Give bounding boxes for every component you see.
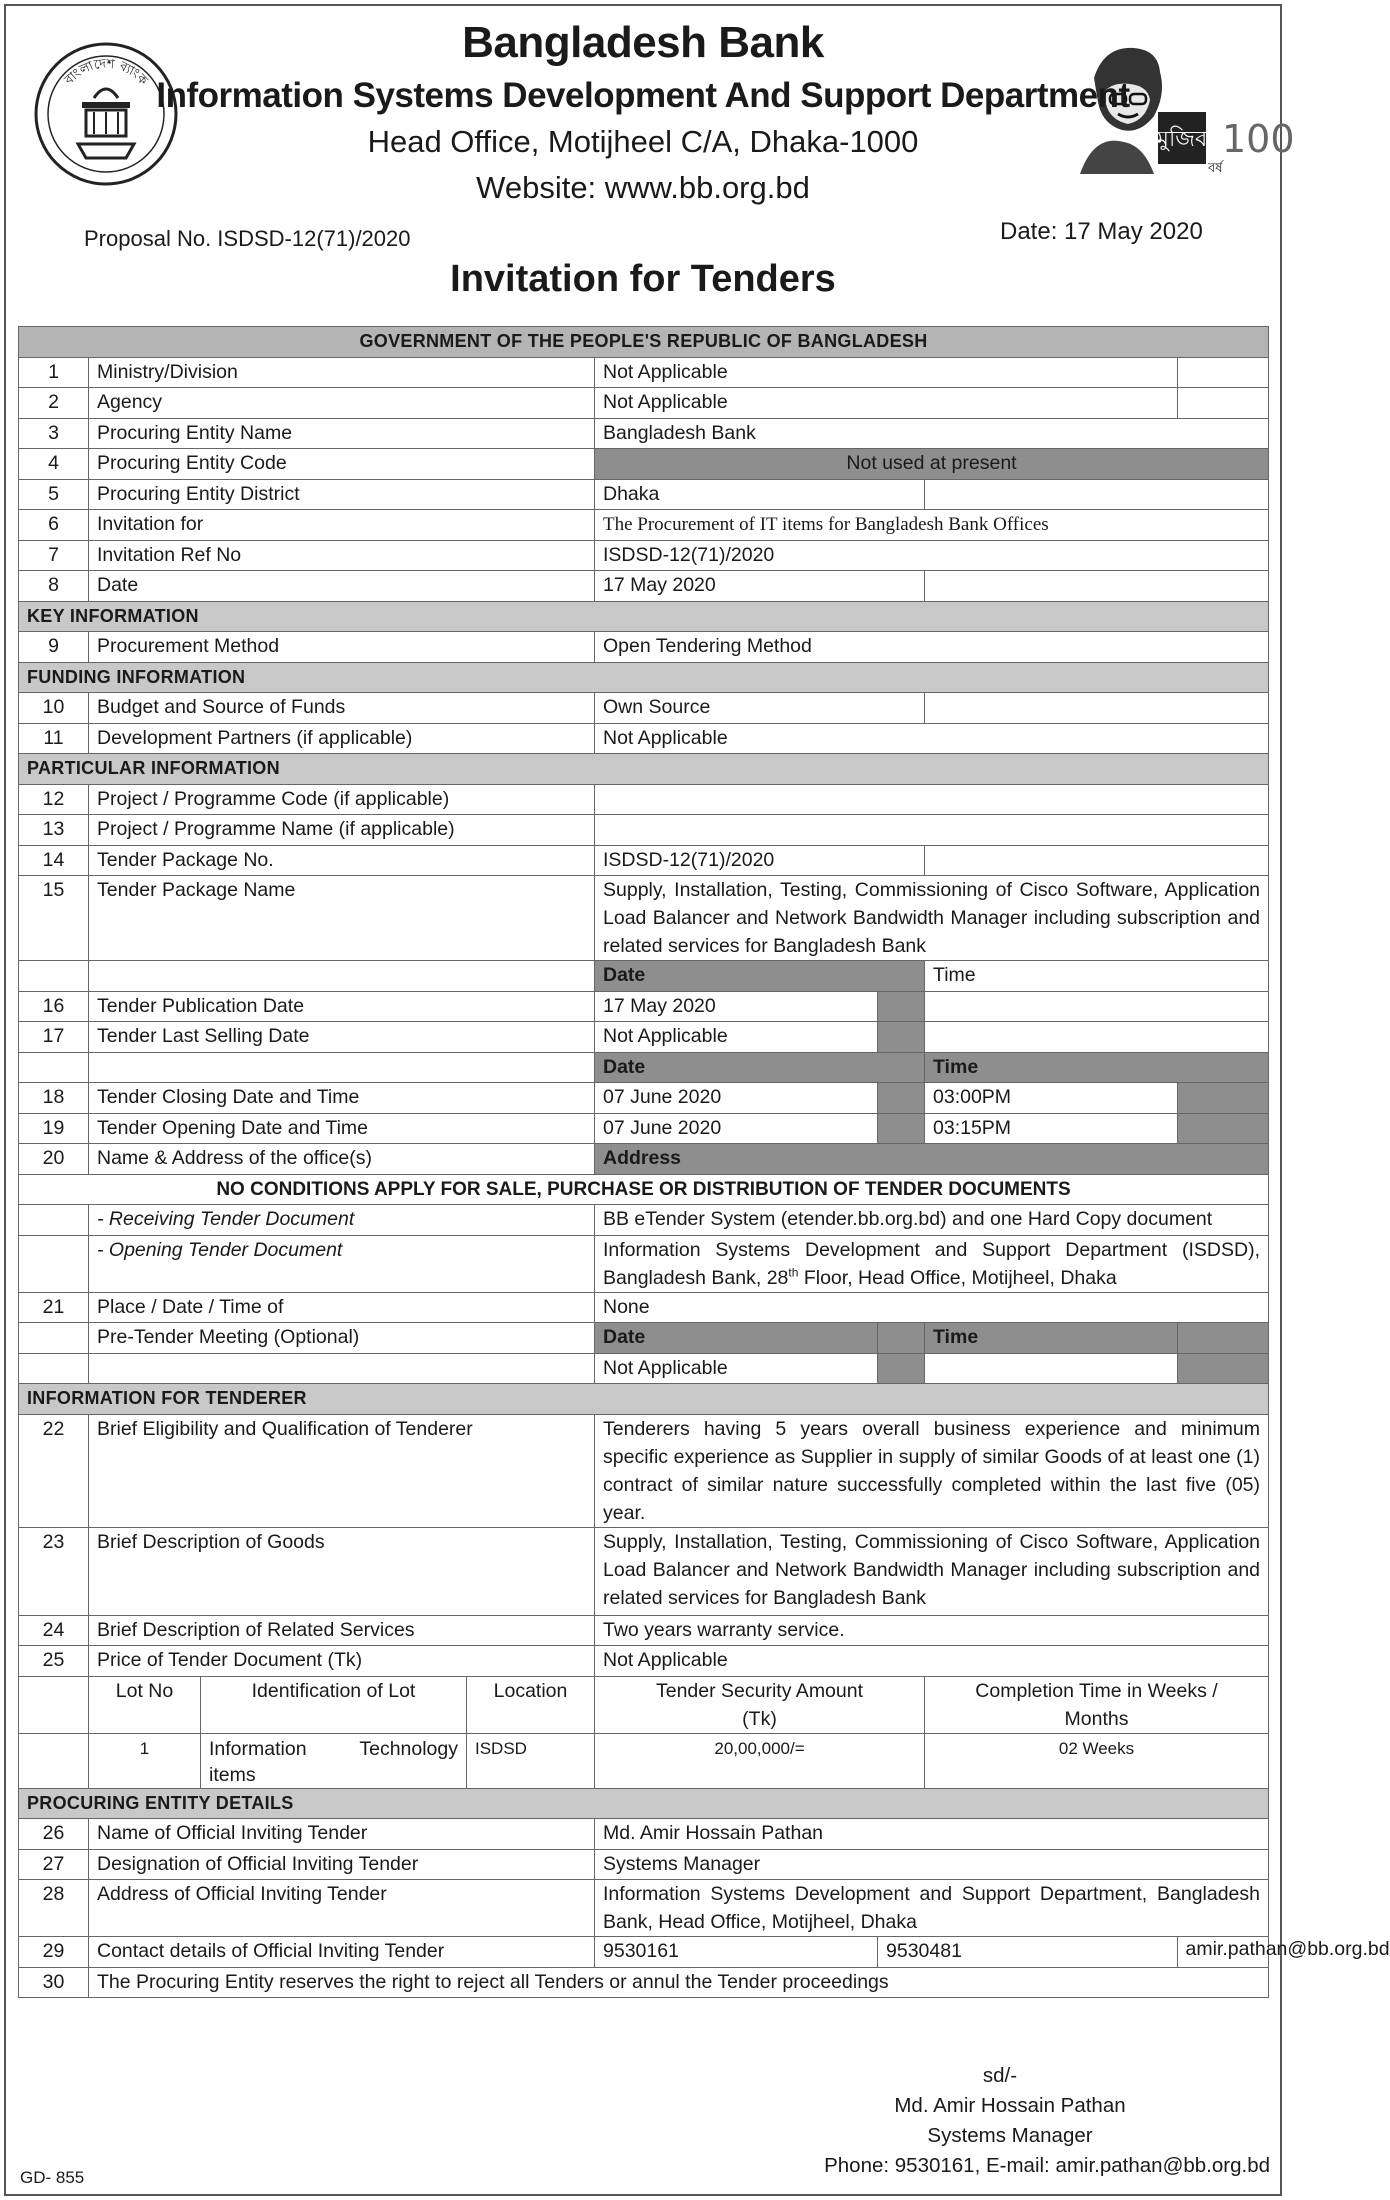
table-row: 13 Project / Programme Name (if applicable) [19, 815, 1269, 846]
signatory-name: Md. Amir Hossain Pathan [894, 2094, 1126, 2117]
table-row [19, 754, 1269, 785]
table-row [19, 327, 1269, 358]
table-row: 1 Ministry/Division Not Applicable [19, 357, 1269, 388]
table-row: 12 Project / Programme Code (if applicable) [19, 784, 1269, 815]
table-row: Date Time [19, 1052, 1269, 1083]
signatory-designation: Systems Manager [927, 2124, 1093, 2147]
bank-name: Bangladesh Bank [462, 18, 824, 67]
table-row: 30 The Procuring Entity reserves the right to reject all Tenders or annul the Tender proceedings [19, 1967, 1269, 1998]
table-row: Date Time [19, 961, 1269, 992]
table-row: 16 Tender Publication Date 17 May 2020 [19, 991, 1269, 1022]
table-row: 22 Brief Eligibility and Qualification of Tenderer Tenderers having 5 years overall business experience and minimum specific experience as Supplier in supply of similar Goods of at least one (1) contract of similar nature successfully completed within the last five (05) year. [19, 1414, 1269, 1527]
table-row [19, 1788, 1269, 1819]
key-information-header: KEY INFORMATION [19, 601, 1269, 632]
table-row: 25 Price of Tender Document (Tk) Not Applicable [19, 1646, 1269, 1677]
table-row: 20 Name & Address of the office(s) Address [19, 1144, 1269, 1175]
table-row [19, 601, 1269, 632]
office-address: Head Office, Motijheel C/A, Dhaka-1000 [367, 124, 919, 159]
procuring-entity-details-header: PROCURING ENTITY DETAILS [19, 1788, 1269, 1819]
table-row: 7 Invitation Ref No ISDSD-12(71)/2020 [19, 540, 1269, 571]
table-row: 14 Tender Package No. ISDSD-12(71)/2020 [19, 845, 1269, 876]
proposal-number: Proposal No. ISDSD-12(71)/2020 [84, 226, 411, 251]
svg-text:100: 100 [1222, 117, 1295, 161]
table-row: 19 Tender Opening Date and Time 07 June 2020 03:15PM [19, 1113, 1269, 1144]
signature-sd: sd/- [982, 2064, 1018, 2087]
table-row: 26 Name of Official Inviting Tender Md. Amir Hossain Pathan [19, 1819, 1269, 1850]
footer-code: GD- 855 [20, 2168, 85, 2187]
table-row: Not Applicable [19, 1353, 1269, 1384]
particular-information-header: PARTICULAR INFORMATION [19, 754, 1269, 785]
table-row: 9 Procurement Method Open Tendering Method [19, 632, 1269, 663]
table-row: 28 Address of Official Inviting Tender Information Systems Development and Support Department, Bangladesh Bank, Head Office, Motijheel, Dhaka [19, 1880, 1269, 1937]
signatory-contact: Phone: 9530161, E-mail: amir.pathan@bb.org.bd [824, 2154, 1270, 2177]
table-row: 27 Designation of Official Inviting Tender Systems Manager [19, 1849, 1269, 1880]
table-row: 11 Development Partners (if applicable) Not Applicable [19, 723, 1269, 754]
table-row: 17 Tender Last Selling Date Not Applicable [19, 1022, 1269, 1053]
funding-information-header: FUNDING INFORMATION [19, 662, 1269, 693]
page-title: Invitation for Tenders [450, 258, 836, 300]
table-row [19, 1384, 1269, 1415]
table-row: 24 Brief Description of Related Services Two years warranty service. [19, 1615, 1269, 1646]
department-name: Information Systems Development And Support Department [156, 76, 1130, 115]
official-email: amir.pathan@bb.org.bd [1185, 1937, 1390, 1960]
notice-date: Date: 17 May 2020 [1000, 218, 1203, 245]
table-row: 1 Information Technology items ISDSD 20,00,000/= 02 Weeks [19, 1733, 1269, 1788]
table-row: 8 Date 17 May 2020 [19, 571, 1269, 602]
table-row: Pre-Tender Meeting (Optional) Date Time [19, 1323, 1269, 1354]
tender-table [18, 326, 1269, 1998]
table-row: 29 Contact details of Official Inviting Tender 9530161 9530481 [19, 1937, 1269, 1968]
table-row: 18 Tender Closing Date and Time 07 June 2020 03:00PM [19, 1083, 1269, 1114]
table-row: 23 Brief Description of Goods Supply, Installation, Testing, Commissioning of Cisco Software, Application Load Balancer and Network Bandwidth Manager including subscription and related services for Bangladesh Bank [19, 1527, 1269, 1615]
table-row: - Opening Tender Document Information Systems Development and Support Department (ISDSD), Bangladesh Bank, 28th Floor, Head Office, Motijheel, Dhaka [19, 1235, 1269, 1292]
table-row: Lot No Identification of Lot Location Tender Security Amount (Tk) Completion Time in Weeks / Months [19, 1676, 1269, 1733]
table-row: 2 Agency Not Applicable [19, 388, 1269, 419]
table-row: 5 Procuring Entity District Dhaka [19, 479, 1269, 510]
opening-address: Information Systems Development and Support Department (ISDSD), Bangladesh Bank, 28th Floor, Head Office, Motijheel, Dhaka [595, 1235, 1269, 1292]
table-row: 21 Place / Date / Time of None [19, 1292, 1269, 1323]
table-row: - Receiving Tender Document BB eTender System (etender.bb.org.bd) and one Hard Copy document [19, 1205, 1269, 1236]
svg-text:মুজিব: মুজিব [1156, 127, 1208, 152]
information-for-tenderer-header: INFORMATION FOR TENDERER [19, 1384, 1269, 1415]
table-row: 4 Procuring Entity Code Not used at present [19, 449, 1269, 480]
website: Website: www.bb.org.bd [476, 170, 810, 205]
no-conditions-header: NO CONDITIONS APPLY FOR SALE, PURCHASE OR DISTRIBUTION OF TENDER DOCUMENTS [19, 1174, 1269, 1205]
svg-text:বর্ষ: বর্ষ [1208, 161, 1223, 176]
government-header: GOVERNMENT OF THE PEOPLE'S REPUBLIC OF BANGLADESH [19, 327, 1269, 358]
svg-text:বাংলাদেশ ব্যাংক: বাংলাদেশ ব্যাংক [61, 56, 151, 89]
table-row: 15 Tender Package Name Supply, Installation, Testing, Commissioning of Cisco Software, Application Load Balancer and Network Bandwidth Manager including subscription and related services for Bangladesh Bank [19, 876, 1269, 961]
table-row [19, 662, 1269, 693]
table-row: 3 Procuring Entity Name Bangladesh Bank [19, 418, 1269, 449]
table-row: 6 Invitation for The Procurement of IT items for Bangladesh Bank Offices [19, 510, 1269, 541]
table-row [19, 1174, 1269, 1205]
table-row: 10 Budget and Source of Funds Own Source [19, 693, 1269, 724]
